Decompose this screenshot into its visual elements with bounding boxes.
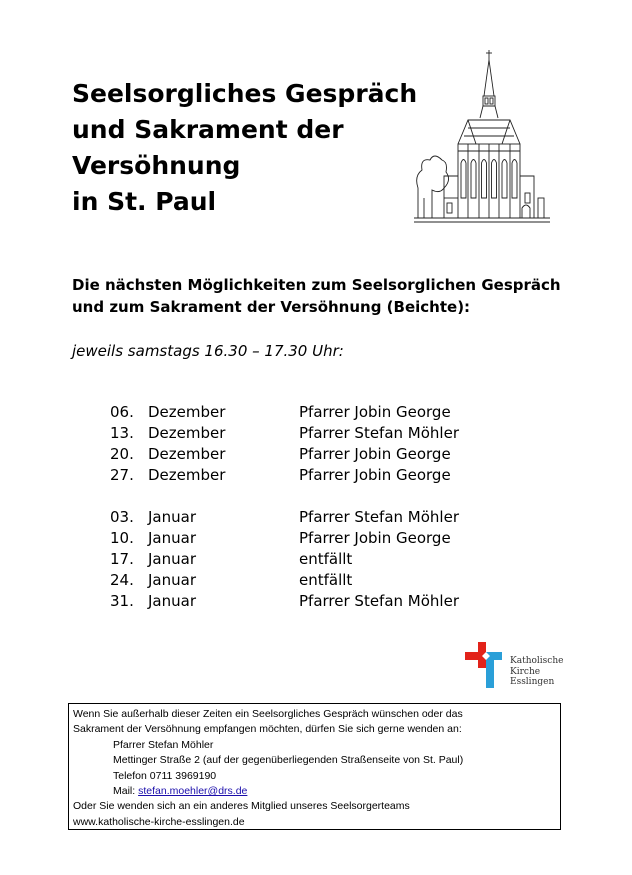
schedule-day: 24. xyxy=(110,571,134,589)
contact-intro: Sakrament der Versöhnung empfangen möchten, dürfen Sie sich gerne wenden an: xyxy=(73,723,462,736)
schedule-priest: Pfarrer Stefan Möhler xyxy=(299,424,459,442)
schedule-month: Januar xyxy=(148,592,196,610)
schedule-month: Dezember xyxy=(148,466,226,484)
contact-box xyxy=(68,703,561,830)
schedule-month: Dezember xyxy=(148,403,226,421)
schedule-day: 20. xyxy=(110,445,134,463)
schedule-priest: Pfarrer Stefan Möhler xyxy=(299,508,459,526)
church-illustration xyxy=(414,48,552,224)
schedule-day: 31. xyxy=(110,592,134,610)
schedule-day: 03. xyxy=(110,508,134,526)
logo-text xyxy=(510,656,563,688)
schedule-priest: entfällt xyxy=(299,550,353,568)
title-line: in St. Paul xyxy=(72,187,217,216)
subheading-line: Die nächsten Möglichkeiten zum Seelsorglichen Gespräch xyxy=(72,276,561,294)
schedule-priest: entfällt xyxy=(299,571,353,589)
schedule-priest: Pfarrer Stefan Möhler xyxy=(299,592,459,610)
contact-address: Mettinger Straße 2 (auf der gegenüberliegenden Straßenseite von St. Paul) xyxy=(113,754,464,767)
contact-name: Pfarrer Stefan Möhler xyxy=(113,738,214,751)
schedule-month: Januar xyxy=(148,571,196,589)
title-line: Versöhnung xyxy=(72,151,241,180)
title-line: Seelsorgliches Gespräch xyxy=(72,79,418,108)
schedule-priest: Pfarrer Jobin George xyxy=(299,466,451,484)
schedule-day: 13. xyxy=(110,424,134,442)
subheading xyxy=(72,274,561,318)
logo-text-line: Esslingen xyxy=(510,677,555,687)
schedule-priest: Pfarrer Jobin George xyxy=(299,529,451,547)
logo-text-line: Kirche xyxy=(510,666,541,677)
logo-cross-blue-vertical xyxy=(486,660,494,688)
title-line: und Sakrament der xyxy=(72,115,344,144)
schedule-month: Dezember xyxy=(148,445,226,463)
times-note: jeweils samstags 16.30 – 17.30 Uhr: xyxy=(72,342,344,360)
schedule-day: 27. xyxy=(110,466,134,484)
schedule-month: Dezember xyxy=(148,424,226,442)
schedule-priest: Pfarrer Jobin George xyxy=(299,403,451,421)
schedule-priest: Pfarrer Jobin George xyxy=(299,445,451,463)
schedule-month: Januar xyxy=(148,529,196,547)
schedule-day: 17. xyxy=(110,550,134,568)
contact-mail-label: Mail: xyxy=(113,785,139,798)
schedule-month: Januar xyxy=(148,550,196,568)
contact-mail-link[interactable]: stefan.moehler@drs.de xyxy=(138,785,248,798)
schedule-month: Januar xyxy=(148,508,196,526)
schedule-day: 10. xyxy=(110,529,134,547)
logo-text-line: Katholische xyxy=(510,656,564,666)
contact-phone: Telefon 0711 3969190 xyxy=(113,769,217,782)
contact-website[interactable]: www.katholische-kirche-esslingen.de xyxy=(73,815,245,828)
contact-outro: Oder Sie wenden sich an ein anderes Mitglied unseres Seelsorgerteams xyxy=(73,800,410,813)
subheading-line: und zum Sakrament der Versöhnung (Beichte): xyxy=(72,298,471,316)
page-title xyxy=(72,76,417,220)
contact-mail-row xyxy=(73,784,556,799)
contact-intro: Wenn Sie außerhalb dieser Zeiten ein Seelsorgliches Gespräch wünschen oder das xyxy=(73,708,463,720)
schedule-day: 06. xyxy=(110,403,134,421)
